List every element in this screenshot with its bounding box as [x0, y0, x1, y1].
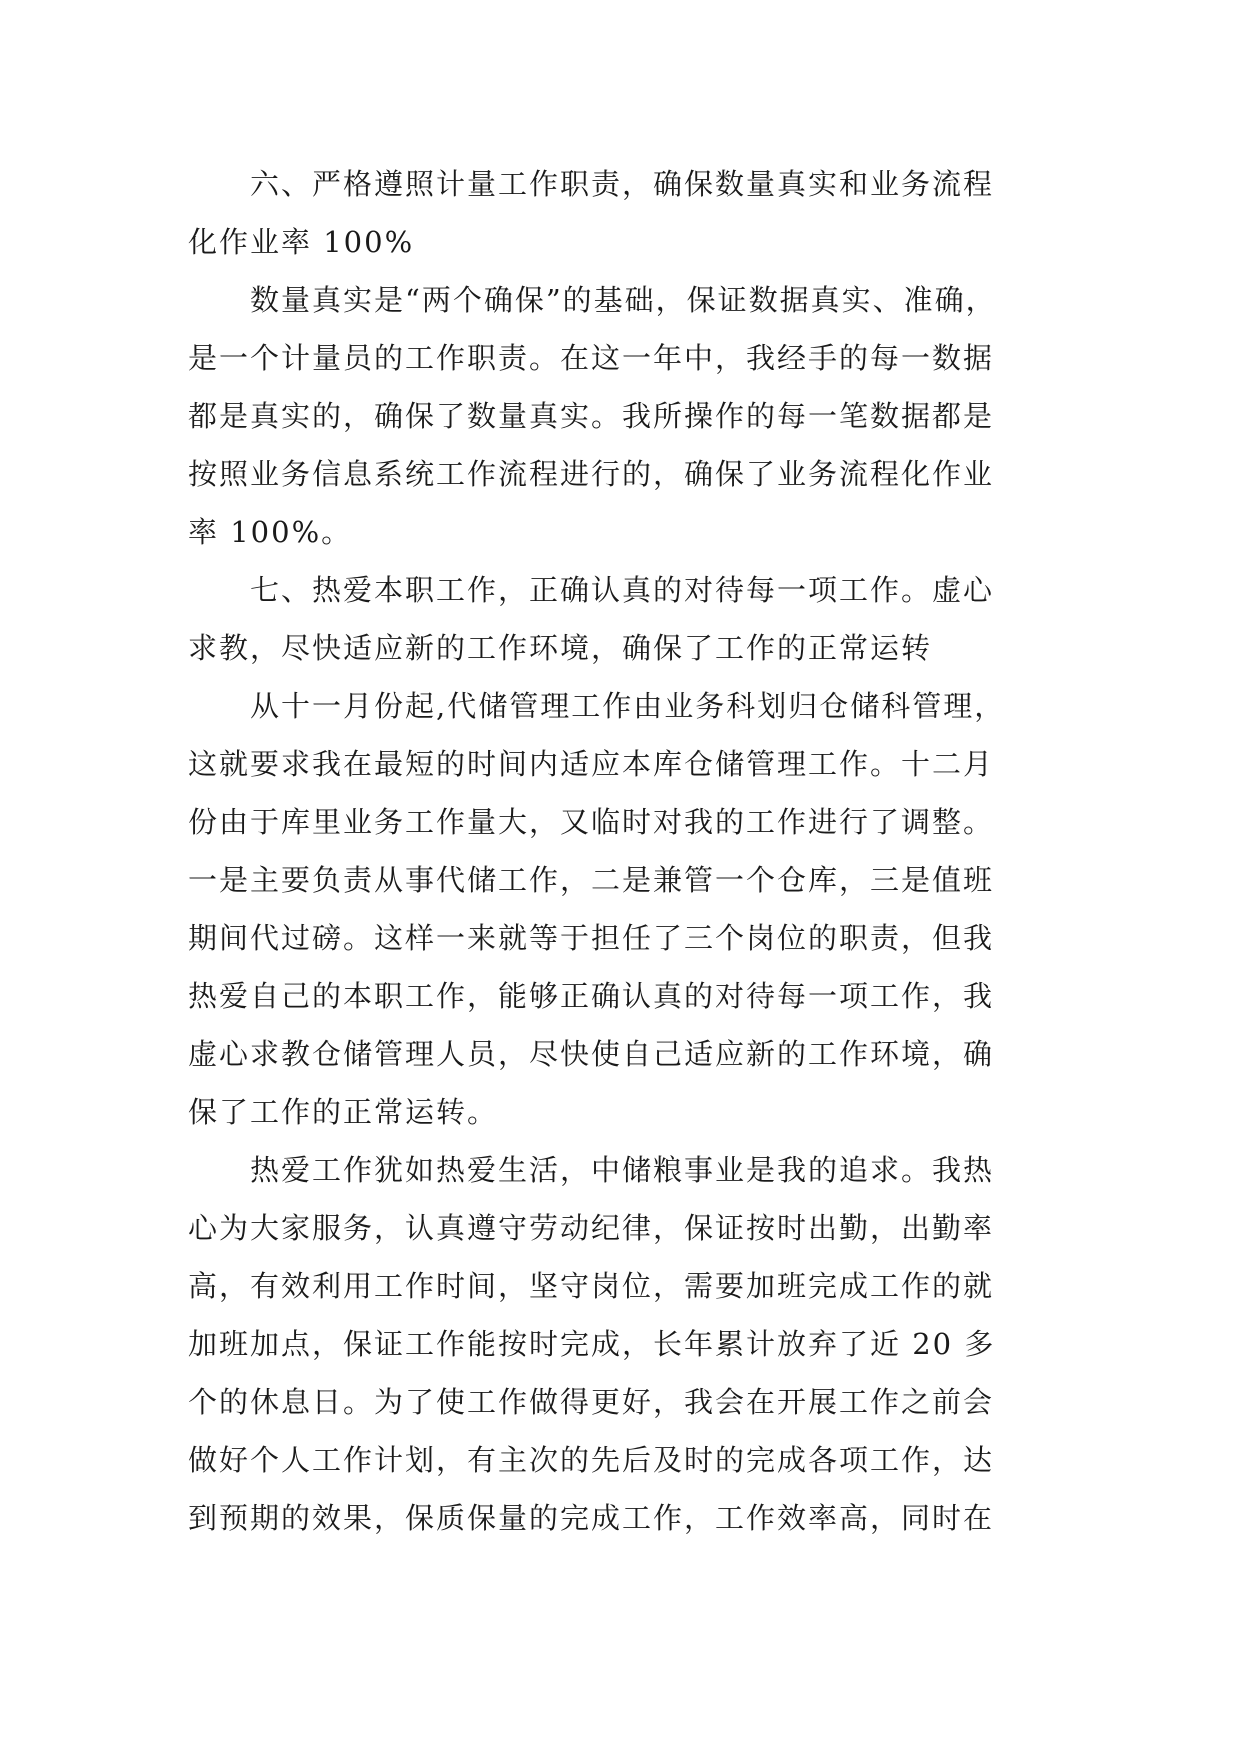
paragraph-line: 保了工作的正常运转。 — [188, 1095, 499, 1129]
paragraph-line: 热爱自己的本职工作，能够正确认真的对待每一项工作，我 — [188, 979, 995, 1013]
paragraph-line: 个的休息日。为了使工作做得更好，我会在开展工作之前会 — [188, 1385, 995, 1419]
paragraph-first-line: 六、严格遵照计量工作职责，确保数量真实和业务流程 — [250, 167, 995, 201]
paragraph-line: 求教，尽快适应新的工作环境，确保了工作的正常运转 — [188, 631, 933, 665]
paragraph-line: 高，有效利用工作时间，坚守岗位，需要加班完成工作的就 — [188, 1269, 995, 1303]
paragraph-line: 加班加点，保证工作能按时完成，长年累计放弃了近 20 多 — [188, 1327, 996, 1361]
paragraph-line: 虚心求教仓储管理人员，尽快使自己适应新的工作环境，确 — [188, 1037, 995, 1071]
paragraph-line: 到预期的效果，保质保量的完成工作，工作效率高，同时在 — [188, 1501, 995, 1535]
paragraph-line: 这就要求我在最短的时间内适应本库仓储管理工作。十二月 — [188, 747, 995, 781]
paragraph-line: 份由于库里业务工作量大，又临时对我的工作进行了调整。 — [188, 805, 995, 839]
paragraph-line: 一是主要负责从事代储工作，二是兼管一个仓库，三是值班 — [188, 863, 995, 897]
paragraph-first-line: 从十一月份起,代储管理工作由业务科划归仓储科管理， — [250, 689, 1006, 723]
document-body — [188, 155, 1054, 1547]
paragraph-line: 是一个计量员的工作职责。在这一年中，我经手的每一数据 — [188, 341, 995, 375]
paragraph-line: 做好个人工作计划，有主次的先后及时的完成各项工作，达 — [188, 1443, 995, 1477]
paragraph-line: 率 100%。 — [188, 515, 353, 549]
paragraph-line: 化作业率 100% — [188, 225, 415, 259]
paragraph-line: 期间代过磅。这样一来就等于担任了三个岗位的职责，但我 — [188, 921, 995, 955]
paragraph-first-line: 数量真实是“两个确保”的基础，保证数据真实、准确， — [250, 283, 997, 317]
paragraph-first-line: 七、热爱本职工作，正确认真的对待每一项工作。虚心 — [250, 573, 995, 607]
paragraph-first-line: 热爱工作犹如热爱生活，中储粮事业是我的追求。我热 — [250, 1153, 995, 1187]
paragraph-line: 心为大家服务，认真遵守劳动纪律，保证按时出勤，出勤率 — [188, 1211, 995, 1245]
paragraph-line: 按照业务信息系统工作流程进行的，确保了业务流程化作业 — [188, 457, 995, 491]
paragraph-line: 都是真实的，确保了数量真实。我所操作的每一笔数据都是 — [188, 399, 995, 433]
